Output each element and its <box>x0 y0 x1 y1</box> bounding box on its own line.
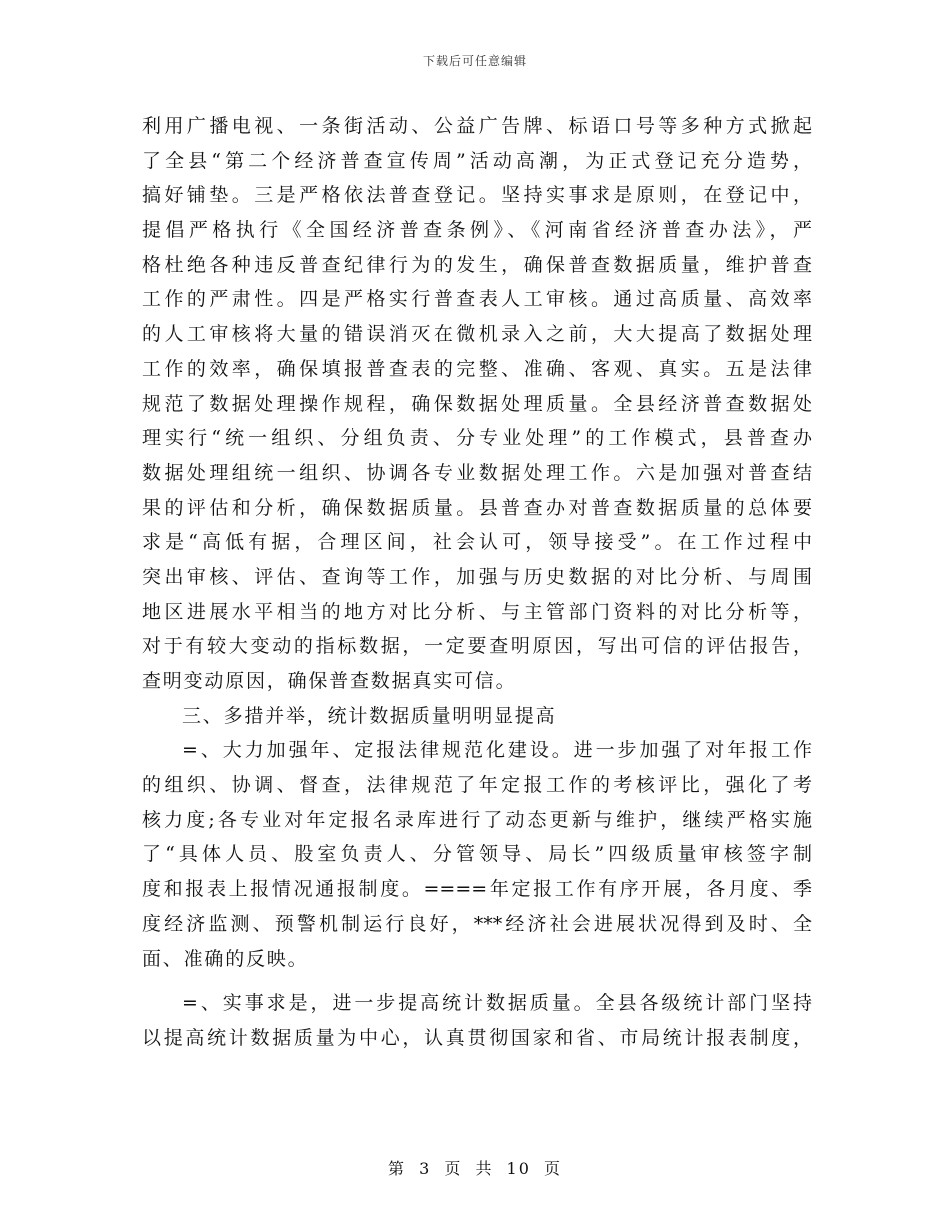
paragraph-line: 的组织、协调、督查，法律规范了年定报工作的考核评比，强化了考 <box>142 774 812 797</box>
page-footer: 第 3 页 共 10 页 <box>388 1159 562 1178</box>
section-heading: 三、多措并举，统计数据质量明明显提高 <box>182 704 557 727</box>
paragraph-line: 规范了数据处理操作规程，确保数据处理质量。全县经济普查数据处 <box>142 392 812 415</box>
paragraph-line: 度和报表上报情况通报制度。====年定报工作有序开展，各月度、季 <box>142 878 812 901</box>
paragraph-line: 突出审核、评估、查询等工作，加强与历史数据的对比分析、与周围 <box>142 565 812 588</box>
paragraph-line: 了“具体人员、股室负责人、分管领导、局长”四级质量审核签字制 <box>142 843 812 866</box>
paragraph-line: 数据处理组统一组织、协调各专业数据处理工作。六是加强对普查结 <box>142 461 812 484</box>
paragraph-line: =、大力加强年、定报法律规范化建设。进一步加强了对年报工作 <box>182 739 812 762</box>
paragraph-line: 搞好铺垫。三是严格依法普查登记。坚持实事求是原则，在登记中， <box>142 184 812 207</box>
paragraph-line: 查明变动原因，确保普查数据真实可信。 <box>142 670 517 692</box>
paragraph-line: 核力度;各专业对年定报名录库进行了动态更新与维护，继续严格实施 <box>142 808 812 831</box>
paragraph-line: 面、准确的反映。 <box>142 947 309 970</box>
document-body <box>142 109 812 1056</box>
paragraph-line: 对于有较大变动的指标数据，一定要查明原因，写出可信的评估报告， <box>142 635 812 658</box>
paragraph-line: 理实行“统一组织、分组负责、分专业处理”的工作模式，县普查办 <box>142 427 812 450</box>
paragraph-line: 了全县“第二个经济普查宣传周”活动高潮，为正式登记充分造势， <box>142 149 812 172</box>
paragraph-line: 求是“高低有据，合理区间，社会认可，领导接受”。在工作过程中 <box>142 531 812 554</box>
paragraph-line: 格杜绝各种违反普查纪律行为的发生，确保普查数据质量，维护普查 <box>142 253 812 276</box>
paragraph-line: 果的评估和分析，确保数据质量。县普查办对普查数据质量的总体要 <box>142 496 812 519</box>
page-header: 下载后可任意编辑 <box>422 54 527 68</box>
paragraph-line: 的人工审核将大量的错误消灭在微机录入之前，大大提高了数据处理 <box>142 323 812 346</box>
paragraph-line: =、实事求是，进一步提高统计数据质量。全县各级统计部门坚持 <box>182 992 812 1015</box>
paragraph-line: 以提高统计数据质量为中心，认真贯彻国家和省、市局统计报表制度， <box>142 1026 812 1049</box>
paragraph-line: 度经济监测、预警机制运行良好，***经济社会进展状况得到及时、全 <box>142 912 812 935</box>
paragraph-line: 利用广播电视、一条街活动、公益广告牌、标语口号等多种方式掀起 <box>142 115 812 137</box>
paragraph-line: 提倡严格执行《全国经济普查条例》、《河南省经济普查办法》，严 <box>142 219 812 242</box>
paragraph-line: 工作的严肃性。四是严格实行普查表人工审核。通过高质量、高效率 <box>142 288 812 311</box>
paragraph-line: 地区进展水平相当的地方对比分析、与主管部门资料的对比分析等， <box>142 600 812 623</box>
paragraph-line: 工作的效率，确保填报普查表的完整、准确、客观、真实。五是法律 <box>142 357 812 380</box>
